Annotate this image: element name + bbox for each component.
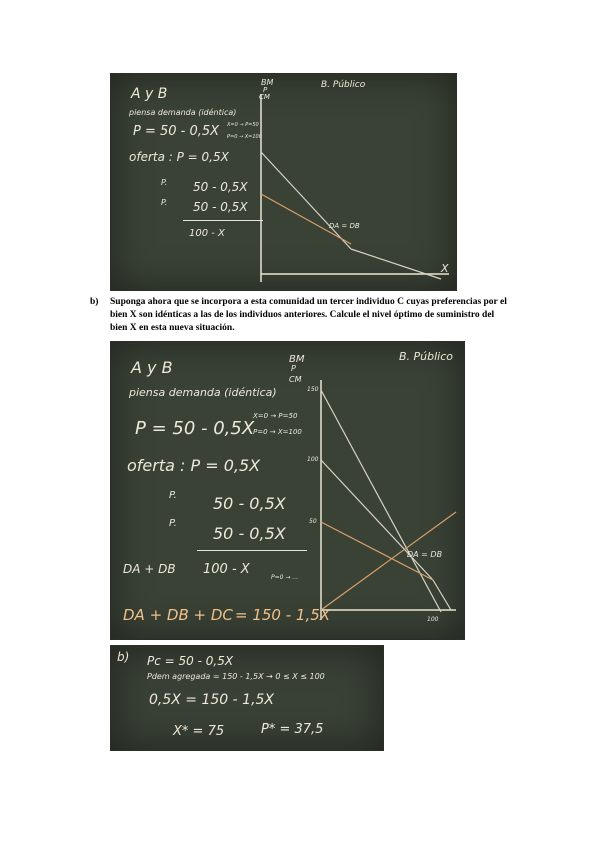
price-label-a: P. [161, 178, 168, 187]
demand-line-orange [261, 194, 351, 244]
demand-note-a: X=0 → P=50 [253, 412, 298, 420]
axis-y-label: BM [261, 78, 274, 87]
sum-equation: 100 - X [189, 228, 225, 239]
sum-abc-equation: = 150 - 1,5X [235, 606, 331, 624]
demand-note-b: P=0 → X=100 [227, 134, 262, 140]
intersection-label: DA = DB [407, 550, 443, 559]
demand-tail [433, 580, 451, 610]
board3-marker: b) [117, 650, 130, 664]
demand-equation: P = 50 - 0,5X [135, 418, 255, 439]
header-left: A y B [131, 358, 173, 377]
price-equation-b: 50 - 0,5X [213, 524, 286, 543]
axis-y-sub: P [263, 86, 268, 94]
question-b [90, 296, 510, 335]
axis-y-sub: P [291, 364, 296, 373]
supply-equation: oferta : P = 0,5X [127, 456, 261, 475]
intersection-label: DA = DB [329, 222, 360, 230]
demand-equation: P = 50 - 0,5X [133, 124, 220, 139]
price-label-b: P. [169, 518, 177, 529]
sum-ab-equation: 100 - X [203, 562, 250, 577]
axis-y-sub2: CM [259, 93, 270, 101]
result-x: X* = 75 [173, 724, 225, 739]
demand-heading: piensa demanda (idéntica) [129, 386, 277, 399]
supply-line [321, 512, 456, 610]
price-label-b: P. [161, 198, 168, 207]
question-text: Suponga ahora que se incorpora a esta comunidad un tercer individuo C cuyas preferencias por el bien X son idénticas a las de los individuos anteriores. Calcule el nivel óptimo de suministro del bien X en esta nueva situación. [110, 297, 507, 333]
board3-line3: 0,5X = 150 - 1,5X [149, 692, 275, 708]
axis-x-label: X [441, 262, 449, 275]
chalkboard-photo-3 [110, 645, 384, 751]
board3-line1: Pc = 50 - 0,5X [147, 654, 234, 668]
board3-line2: Pdem agregada = 150 - 1,5X → 0 ≤ X ≤ 100 [147, 672, 325, 681]
price-equation-b: 50 - 0,5X [193, 200, 248, 214]
demand-note-b: P=0 → X=100 [253, 428, 302, 436]
price-label-a: P. [169, 490, 177, 501]
result-p: P* = 37,5 [261, 722, 324, 737]
tick-50: 50 [309, 518, 317, 525]
chalkboard-photo-1 [110, 73, 457, 291]
sum-abc-label: DA + DB + DC [123, 606, 233, 624]
price-equation-a: 50 - 0,5X [213, 494, 286, 513]
axis-y-label: BM [289, 354, 305, 365]
header-left: A y B [131, 86, 168, 102]
chalkboard-photo-2 [110, 341, 465, 640]
aggregate-demand-ab [321, 460, 433, 580]
demand-heading: piensa demanda (idéntica) [129, 108, 237, 117]
sum-divider [197, 550, 307, 551]
tick-100: 100 [307, 456, 319, 463]
sum-ab-note: P=0 → ... [271, 574, 299, 581]
question-marker: b) [90, 297, 99, 307]
supply-equation: oferta : P = 0,5X [129, 150, 229, 164]
price-equation-a: 50 - 0,5X [193, 180, 248, 194]
header-right: B. Público [399, 350, 454, 363]
header-right: B. Público [321, 80, 366, 90]
x-tick-100: 100 [427, 616, 439, 623]
sum-divider [183, 220, 263, 221]
demand-note-a: X=0 → P=50 [227, 122, 259, 128]
axis-y-sub2: CM [289, 375, 302, 384]
demand-line-white [261, 152, 351, 249]
aggregate-demand-abc [321, 390, 441, 612]
sum-ab-label: DA + DB [123, 562, 176, 576]
tick-150: 150 [307, 386, 319, 393]
